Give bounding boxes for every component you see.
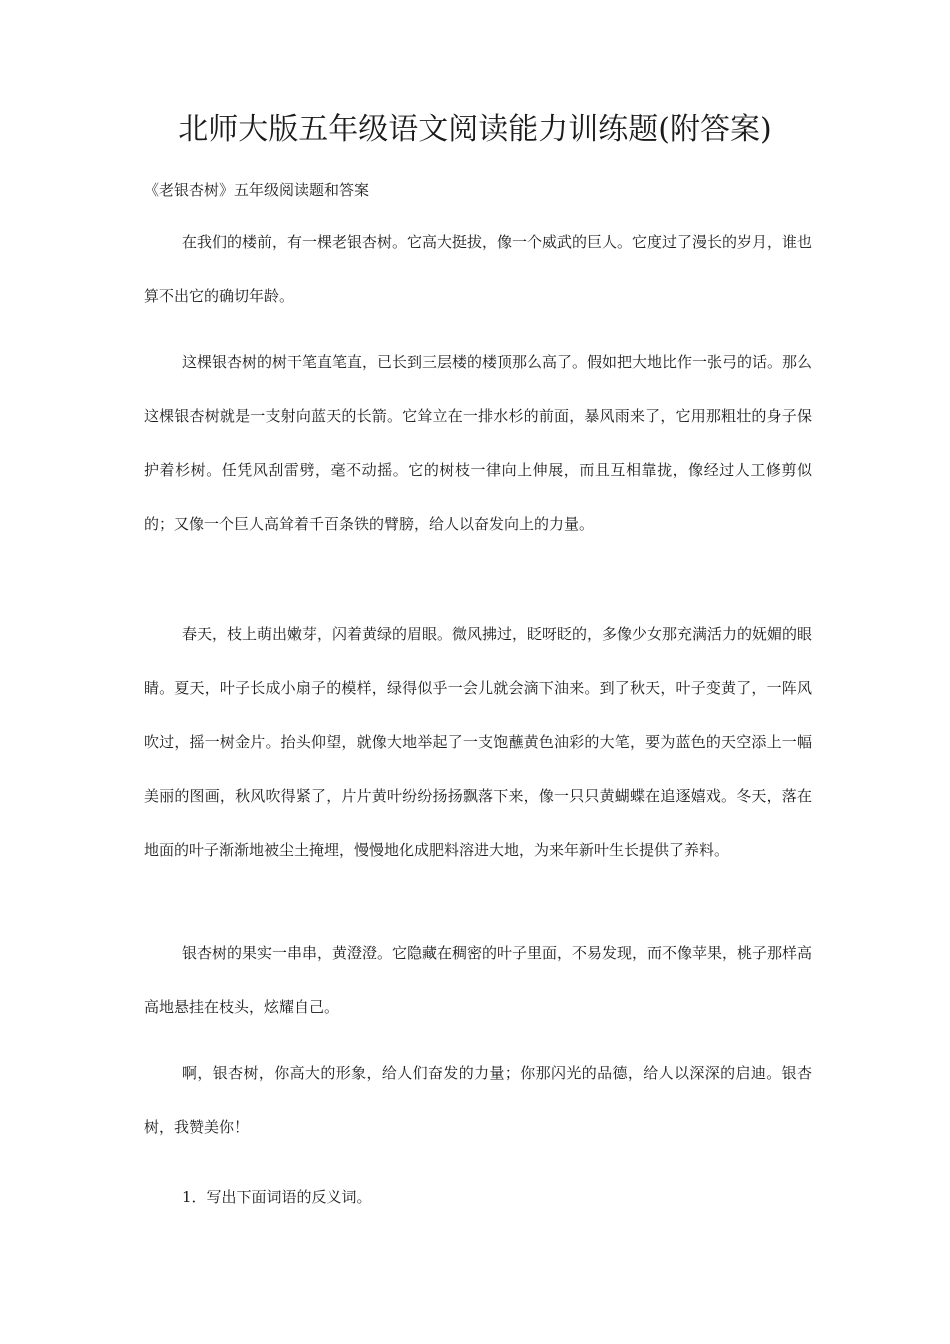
passage-title: 《老银杏树》五年级阅读题和答案 [144,181,370,199]
page-title: 北师大版五年级语文阅读能力训练题(附答案) [178,112,772,147]
paragraph-1: 在我们的楼前，有一棵老银杏树。它高大挺拔，像一个威武的巨人。它度过了漫长的岁月，谁也算不出它的确切年龄。 [144,233,813,305]
paragraph-3: 春天，枝上萌出嫩芽，闪着黄绿的眉眼。微风拂过，眨呀眨的，多像少女那充满活力的妩媚的眼睛。夏天，叶子长成小扇子的模样，绿得似乎一会儿就会滴下油来。到了秋天，叶子变黄了，一阵风吹过，摇一树金片。抬头仰望，就像大地举起了一支饱蘸黄色油彩的大笔，要为蓝色的天空添上一幅美丽的图画，秋风吹得紧了，片片黄叶纷纷扬扬飘落下来，像一只只黄蝴蝶在追逐嬉戏。冬天，落在地面的叶子渐渐地被尘土掩埋，慢慢地化成肥料溶进大地，为来年新叶生长提供了养料。 [144,625,813,859]
paragraph-2: 这棵银杏树的树干笔直笔直，已长到三层楼的楼顶那么高了。假如把大地比作一张弓的话。那么这棵银杏树就是一支射向蓝天的长箭。它耸立在一排水杉的前面，暴风雨来了，它用那粗壮的身子保护着杉树。任凭风刮雷劈，毫不动摇。它的树枝一律向上伸展，而且互相靠拢，像经过人工修剪似的；又像一个巨人高耸着千百条铁的臂膀，给人以奋发向上的力量。 [144,353,813,533]
paragraph-4: 银杏树的果实一串串，黄澄澄。它隐藏在稠密的叶子里面，不易发现，而不像苹果，桃子那样高高地悬挂在枝头，炫耀自己。 [144,944,813,1016]
paragraph-5: 啊，银杏树，你高大的形象，给人们奋发的力量；你那闪光的品德，给人以深深的启迪。银杏树，我赞美你！ [144,1064,812,1136]
question-1: 1．写出下面词语的反义词。 [182,1188,372,1206]
